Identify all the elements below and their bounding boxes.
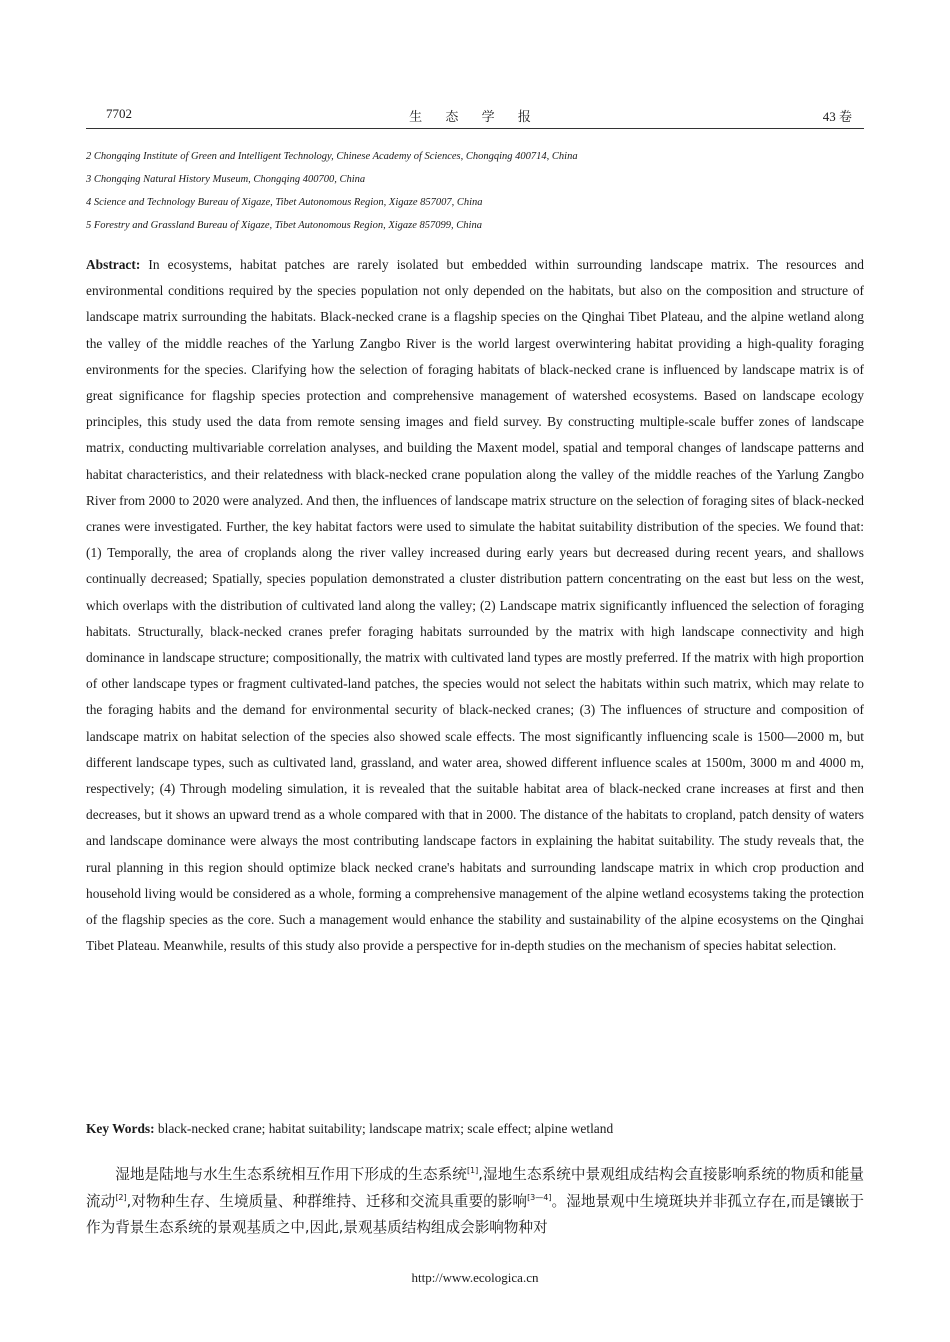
body-text: 。湿地景观中生境斑块并非孤立存在,而是镶嵌于作为背景生态系统的景观基质之中,因此,景观基质结构组成会影响物种对 xyxy=(86,1192,864,1236)
citation-ref[interactable]: [3—4] xyxy=(527,1192,552,1202)
affiliation-list xyxy=(86,150,864,242)
abstract-label: Abstract: xyxy=(86,257,141,272)
page-number: 7702 xyxy=(106,106,132,121)
affiliation-item: 2 Chongqing Institute of Green and Intelligent Technology, Chinese Academy of Sciences, Chongqing 400714, China xyxy=(86,151,578,162)
volume-label: 43 卷 xyxy=(822,109,852,124)
affiliation-item: 5 Forestry and Grassland Bureau of Xigaze, Tibet Autonomous Region, Xigaze 857099, China xyxy=(86,220,482,231)
abstract-text: In ecosystems, habitat patches are rarely isolated but embedded within surrounding landscape matrix. The resources and environmental conditions required by the species population not only depended on the habitats, but also on the composition and structure of landscape matrix surrounding the habitats. Black-necked crane is a flagship species on the Qinghai Tibet Plateau, and the alpine wetland along the valley of the middle reaches of the Yarlung Zangbo River is the world largest overwintering habitat providing a high-quality foraging environments for the species. Clarifying how the selection of foraging habitats of black-necked crane is influenced by landscape matrix is of great significance for flagship species protection and comprehensive management of watershed ecosystems. Based on landscape ecology principles, this study used the data from remote sensing images and field survey. By constructing multiple-scale buffer zones of landscape matrix, conducting multivariable correlation analyses, and building the Maxent model, spatial and temporal changes of landscape patterns and habitat characteristics, and their relatedness with black-necked crane population along the valley of the middle reaches of the Yarlung Zangbo River from 2000 to 2020 were analyzed. And then, the influences of landscape matrix structure on the selection of foraging sites of black-necked cranes were investigated. Further, the key habitat factors were used to simulate the habitat suitability distribution of the species. We found that: (1) Temporally, the area of croplands along the river valley increased during early years but decreased during recent years, and shallows continually decreased; Spatially, species population demonstrated a cluster distribution pattern concentrating on the east but less on the west, which overlaps with the distribution of cultivated land along the valley; (2) Landscape matrix significantly influenced the selection of foraging habitats. Structurally, black-necked cranes prefer foraging habitats surrounded by the matrix with high landscape connectivity and high dominance in landscape structure; compositionally, the matrix with cultivated land types are mostly preferred. If the matrix with high proportion of other landscape types or fragment cultivated-land patches, the species would not select the habitats within such matrix, which may relate to the foraging habits and the demand for environmental security of black-necked cranes; (3) The influences of structure and composition of landscape matrix on habitat selection of the species also showed scale effects. The most significantly influencing scale is 1500—2000 m, but different landscape types, such as cultivated land, grassland, and water area, showed different influence scales at 1500m, 3000 m and 4000 m, respectively; (4) Through modeling simulation, it is revealed that the suitable habitat area of black-necked crane increases at first and then decreases, but it shows an upward trend as a whole compared with that in 2000. The distance of the habitats to cropland, patch density of waters and landscape dominance were always the most contributing landscape factors in explaining the habitat suitability. The study reveals that, the rural planning in this region should optimize black necked crane's habitats and surrounding landscape matrix in which crop production and household living would be considered as a whole, forming a comprehensive management of the alpine wetland ecosystems taking the protection of the flagship species as the core. Such a management would enhance the stability and sustainability of the alpine ecosystems on the Qinghai Tibet Plateau. Meanwhile, results of this study also provide a perspective for in-depth studies on the mechanism of species habitat selection. xyxy=(86,257,864,954)
keywords-label: Key Words: xyxy=(86,1121,155,1136)
keywords xyxy=(86,1116,864,1142)
body-text: 湿地是陆地与水生生态系统相互作用下形成的生态系统 xyxy=(115,1166,467,1183)
affiliation-item: 4 Science and Technology Bureau of Xigaze, Tibet Autonomous Region, Xigaze 857007, China xyxy=(86,197,483,208)
journal-title: 生 态 学 报 xyxy=(409,109,541,124)
keywords-text: black-necked crane; habitat suitability; landscape matrix; scale effect; alpine wetland xyxy=(154,1121,614,1136)
abstract xyxy=(86,252,864,959)
citation-ref[interactable]: [1] xyxy=(466,1166,479,1176)
running-header xyxy=(86,106,864,129)
affiliation-item: 3 Chongqing Natural History Museum, Chongqing 400700, China xyxy=(86,174,366,185)
body-paragraph xyxy=(86,1162,864,1242)
footer-url[interactable]: http://www.ecologica.cn xyxy=(411,1270,539,1285)
body-text: ,对物种生存、生境质量、种群维持、迁移和交流具重要的影响 xyxy=(126,1192,528,1210)
body-text: ,湿地生态系统中景观组成结构会直接影响系统的物质和能量流动 xyxy=(86,1166,864,1210)
citation-ref[interactable]: [2] xyxy=(115,1192,127,1202)
